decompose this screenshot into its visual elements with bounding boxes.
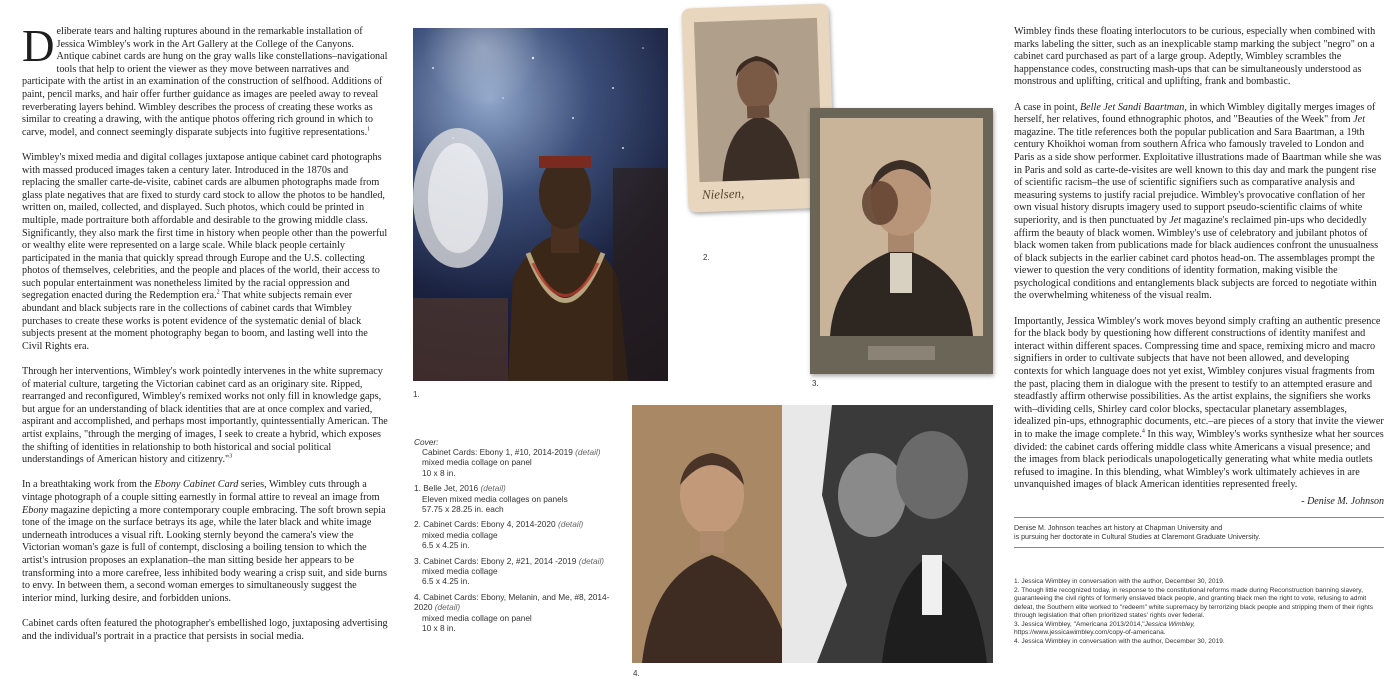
artwork-image-cabinet-card-ebony-2: [810, 108, 993, 374]
drop-cap: D: [22, 21, 55, 71]
artwork-image-ebony-melanin-and-me: [632, 405, 993, 663]
paragraph-1: [22, 21, 388, 139]
footnote-2: 2. Though little recognized today, in response to the constitutional reforms made during Reconstruction banning slavery, guaranteeing the civil rights of formerly enslaved black people, and granting black men the right to vote, refusing to admit defeat, the Southern elite worked to "redeem" white supremacy by terrorizing black people and stripping them of their rights through legislation that often prioritized states' rights over federal.: [1014, 586, 1374, 619]
cover-credit: [414, 447, 624, 478]
credit-medium: Eleven mixed media collages on panels: [422, 493, 568, 504]
cover-heading: Cover:: [414, 437, 439, 447]
paragraph-5-text: Cabinet cards often featured the photographer's embellished logo, juxtaposing advertising and the individual's portrait in a practice that persists in social media.: [22, 617, 388, 642]
footnote-3-url: https://www.jessicawimbley.com/copy-of-americana.: [1014, 629, 1166, 636]
credit-number: 2.: [414, 519, 421, 530]
credit-number: 3.: [414, 555, 421, 566]
right-paragraph-1: [1014, 26, 1384, 89]
author-signature: - Denise M. Johnson: [1301, 495, 1384, 507]
right-paragraph-2-text-c: magazine. The title references both the popular publication and Sara Baartman, a 19th century Khoikhoi woman from southern Africa who famously traveled to London and Paris as a side show performer. Exploitative illustrations made of Baartman while she was in Paris and sold as carte-de-visites are well known to this day and mark the pungent rise of scientific racism–the use of scientific signifiers such as comparative analysis and measuring systems to justify racial prejudice. Wimbley's provocative conflation of her own visual history disrupts imagery used to support pseudo-scientific claims of white superiority, and is then punctuated by: [1014, 126, 1382, 226]
credit-detail: (detail): [578, 555, 605, 566]
figure-number-4: 4.: [633, 669, 640, 678]
footnote-ref-3: 3: [229, 453, 233, 460]
footnotes: [1014, 547, 1384, 646]
right-paragraph-3: [1014, 316, 1384, 492]
author-bio-line-1: Denise M. Johnson teaches art history at Chapman University and: [1014, 523, 1223, 532]
paragraph-2-text-a: Wimbley's mixed media and digital collages juxtapose antique cabinet card photographs with massed produced images taken a century later. Introduced in the 1870s and replacing the smaller carte-de-visite, cabinet cards are albumen photographs made from glass plate negatives that are fixed to sturdy card stock to allow the photos to be handled, written on, mailed, collected, and displayed. Such photos, which could be printed in multiple, made portraiture both affordable and desirable to the growing middle class. Significantly, they also mark the first time in history when people other than the powerful or wealthy elite were represented on a large scale. While black people certainly participated in the mania that quickly spread through Europe and the U.S. collecting photos of themselves, celebrities, and the people and places of the world, their access to such popular entertainment was nonetheless limited by the racial oppression and segregation enacted during the Redemption era.: [22, 151, 388, 302]
magazine-title: Ebony: [22, 504, 49, 516]
right-text-column: [1014, 26, 1384, 554]
paragraph-2: [22, 152, 388, 354]
right-paragraph-3-text-a: Importantly, Jessica Wimbley's work moves beyond simply crafting an authentic presence for the black body by questioning how different constructions of identity manifest and interact within different spaces. Compressing time and space, remixing micro and macro signifiers in order to cultivate subjects that have not been allowed, and developing contexts for which language does not yet exist, Wimbley conjures visual fragments from the past, placing them in dialogue with the present to testify to an attempted erasure and steadfastly affirm otherwise possibilities. As the artist explains, the signifiers she works with–dividing cells, Shirley card color blocks, spectacular planetary assemblages, idealized pin-ups, ethnographic documents, etc.–are pieces of a story that invite the viewer in to make the image complete.: [1014, 315, 1384, 440]
right-paragraph-2-text-d: magazine's reclaimed pin-ups who decidedly affirm the beauty of black women. Wimbley's use of celebratory and jubilant photos of black women taken from publications made for black audiences confront the unusualness of black subjects in the earlier cabinet card photos head-on. The assemblages prompt the viewer to question the very conditions of identity formation, making visible the psychological conditions and entanglements black subjects are forced to negotiate within the overwhelming whiteness of the visual realm.: [1014, 214, 1379, 302]
footnote-ref-2: 2: [216, 290, 220, 297]
credit-detail: (detail): [434, 602, 461, 613]
collage-figure-illustration: [413, 28, 668, 381]
credit-medium: mixed media collage: [422, 566, 498, 577]
left-text-column: [22, 21, 388, 656]
footnote-ref-4: 4: [1141, 428, 1145, 435]
series-title: Ebony Cabinet Card: [154, 479, 239, 491]
magazine-title: Jet: [1169, 214, 1182, 226]
right-paragraph-2: [1014, 102, 1384, 304]
footnote-3-title: Jessica Wimbley,: [1144, 620, 1196, 628]
credit-item-2: [414, 519, 624, 550]
credit-detail: (detail): [480, 483, 506, 494]
credit-detail: (detail): [557, 519, 584, 530]
magazine-title: Jet: [1353, 114, 1366, 126]
paragraph-4-text-c: magazine depicting a more contemporary couple embracing. The soft brown sepia tone of the image on the surface betrays its age, while the later black and white image underneath introduces a visual rift. Looking sternly beyond the camera's view the Victorian woman's gaze is full of contempt, disclosing a boiling tension to which the artist's intrusion proposes an explanation–the man sitting beside her appears to be transforming into a more carefree, less inhibited body wearing a crisp suit, and side burns to envy. In between them, a second woman emerges to simultaneously suggest the interior mind, lurking desire, and forbidden unions.: [22, 504, 387, 604]
credit-number: 4.: [414, 591, 421, 602]
footnote-ref-1: 1: [367, 126, 371, 133]
right-paragraph-2-text-b: in which Wimbley digitally merges images of herself, her relatives, found ethnographic photos, and "Beauties of the Week" from: [1014, 101, 1376, 126]
credit-title: Belle Jet, 2016: [423, 483, 479, 494]
paragraph-2-text-b: That white subjects remain ever abundant and black subjects rare in the collections of cabinet cards that Wimbley purchases to create these works is potent evidence of the systematic denial of black subjects present at the moment photography began to boom, and lasting well into the Civil Rights era.: [22, 290, 368, 352]
paragraph-4-text-a: In a breathtaking work from the: [22, 479, 155, 491]
credit-item-4: [414, 592, 624, 634]
paragraph-4: [22, 479, 388, 605]
credit-medium: mixed media collage on panel: [422, 612, 532, 623]
footnote-4: 4. Jessica Wimbley in conversation with the author, December 30, 2019.: [1014, 637, 1225, 645]
paragraph-1-text: eliberate tears and halting ruptures abound in the remarkable installation of Jessica Wimbley's work in the Art Gallery at the College of the Canyons. Antique cabinet cards are hung on the gray walls like constellations–navigational tools that help to orient the viewer as they move between narratives and participate with the artist in an examination of the construction of selfhood. Additions of paint, pencil marks, and hair offer further guidance as images are peeled away to reveal reverberating layers behind. Wimbley describes the process of creating these works as similar to creating a drawing, with the antique photos offering rich ground in which to carve, model, and connect seemingly disparate subjects into fugitive representations.: [22, 26, 388, 138]
author-bio: [1014, 524, 1384, 542]
credit-title: Cabinet Cards: Ebony, Melanin, and Me, #8, 2014-2020: [414, 591, 610, 613]
cover-credit-medium: mixed media collage on panel: [422, 457, 532, 468]
right-paragraph-1-text: Wimbley finds these floating interlocutors to be curious, especially when combined with marks labeling the sitter, such as an inexplicable stamp marking the subject "negro" on a cabinet card purchased as part of a large group. Adeptly, Wimbley scrambles the happenstance codes, constructing mash-ups that can be simultaneously understood as monstrous and uplifting, critical and uplifting, frank and bombastic.: [1014, 26, 1376, 88]
image-credits-list: [414, 437, 624, 639]
credit-medium: mixed media collage: [422, 529, 498, 540]
cabinet-card-man-illustration: [810, 108, 993, 374]
credit-item-3: [414, 556, 624, 587]
artwork-title: Belle Jet Sandi Baartman,: [1079, 101, 1187, 113]
credit-title: Cabinet Cards: Ebony 2, #21, 2014 -2019: [423, 555, 577, 566]
credit-size: 6.5 x 4.25 in.: [422, 576, 470, 587]
cover-credit-size: 10 x 8 in.: [422, 467, 456, 478]
footnote-3: [1014, 621, 1384, 638]
right-paragraph-2-text-a: A case in point,: [1014, 101, 1080, 113]
photographer-stamp: Nielsen,: [701, 185, 745, 203]
credit-number: 1.: [414, 483, 421, 494]
footnote-1: 1. Jessica Wimbley in conversation with the author, December 30, 2019.: [1014, 578, 1225, 585]
credit-size: 6.5 x 4.25 in.: [422, 540, 470, 551]
couple-collage-illustration: [632, 405, 993, 663]
cover-credit-detail: (detail): [575, 447, 601, 457]
artwork-image-belle-jet: [413, 28, 668, 381]
figure-number-2: 2.: [703, 253, 710, 262]
paragraph-4-text-b: series, Wimbley cuts through a vintage photograph of a couple sitting earnestly in formal attire to reveal an image from: [22, 479, 380, 503]
credit-size: 10 x 8 in.: [422, 623, 456, 634]
figure-number-1: 1.: [413, 390, 420, 399]
paragraph-3: [22, 366, 388, 467]
right-paragraph-3-text-b: In this way, Wimbley's works synthesize what her sources divided: the cabinet cards offering middle class white Americans a visual presence; and the images from black periodicals unapologetically generating what white media outlets refused to imagine. In this blending, what Wimbley's work ultimately achieves in are unvanquished images of black American identities represented freely.: [1014, 429, 1384, 491]
cover-credit-title: Cabinet Cards: Ebony 1, #10, 2014-2019: [422, 447, 573, 457]
divider: [1014, 517, 1384, 518]
credit-item-1: [414, 483, 624, 514]
figure-number-3: 3.: [812, 379, 819, 388]
author-bio-line-2: is pursuing her doctorate in Cultural Studies at Claremont Graduate University.: [1014, 532, 1261, 541]
paragraph-3-text: Through her interventions, Wimbley's work pointedly intervenes in the white supremacy of material culture, targeting the Victorian cabinet card as an originary site. Ripped, rearranged and reconfigured, Wimbley's remixed works not only fill in knowledge gaps, but argue for an understanding of black identities that are at once complex and varied, aspirant and accomplished, and perhaps most importantly, quintessentially American. The artist explains, "through the merging of images, I seek to create a hybrid, which exposes the shifting of identities in relationship to both historical and social political understandings of American history and citizenry.": [22, 366, 388, 466]
footnote-3-text: 3. Jessica Wimbley, "Americana 2013/2014,": [1014, 620, 1145, 628]
credit-size: 57.75 x 28.25 in. each: [422, 504, 504, 515]
credit-title: Cabinet Cards: Ebony 4, 2014-2020: [423, 519, 556, 530]
paragraph-5: [22, 618, 388, 643]
